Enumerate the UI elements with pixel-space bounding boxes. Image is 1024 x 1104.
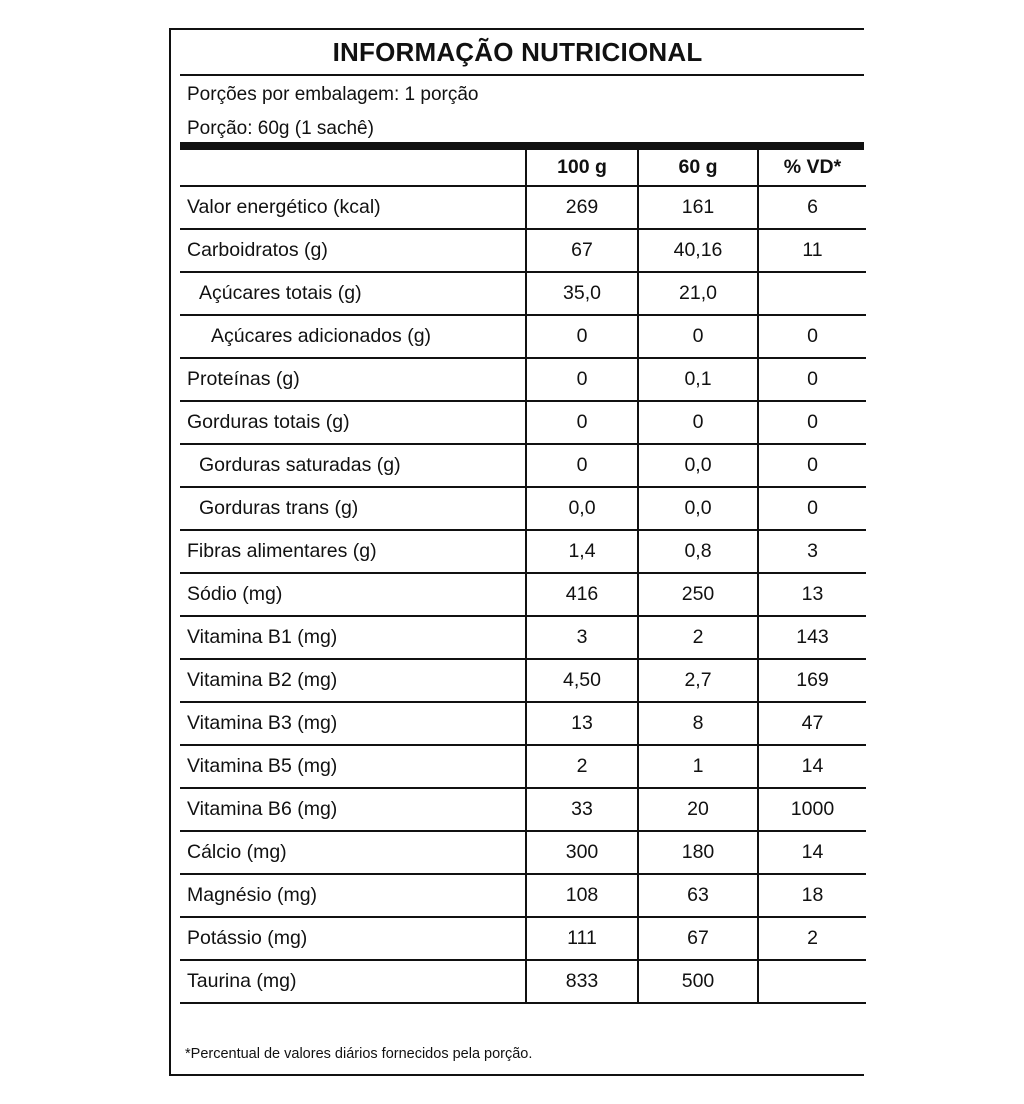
value-vd: 169 [758,659,866,702]
value-60g: 0,0 [638,444,758,487]
value-vd [758,272,866,315]
nutrient-label: Proteínas (g) [180,358,526,401]
value-60g: 161 [638,186,758,229]
table-row [180,831,866,874]
nutrient-label: Vitamina B6 (mg) [180,788,526,831]
table-row [180,917,866,960]
value-100g: 33 [526,788,638,831]
nutrient-label: Cálcio (mg) [180,831,526,874]
value-100g: 416 [526,573,638,616]
value-vd: 0 [758,315,866,358]
value-100g: 1,4 [526,530,638,573]
nutrient-label: Açúcares totais (g) [180,272,526,315]
nutrient-label: Carboidratos (g) [180,229,526,272]
thick-divider [180,142,864,150]
value-60g: 67 [638,917,758,960]
value-vd: 18 [758,874,866,917]
nutrient-label: Potássio (mg) [180,917,526,960]
nutrient-label: Sódio (mg) [180,573,526,616]
table-row [180,659,866,702]
value-60g: 0 [638,315,758,358]
value-60g: 0,1 [638,358,758,401]
value-60g: 40,16 [638,229,758,272]
table-row [180,530,866,573]
nutrient-label: Gorduras totais (g) [180,401,526,444]
value-vd: 143 [758,616,866,659]
nutrient-label: Vitamina B1 (mg) [180,616,526,659]
value-vd: 47 [758,702,866,745]
value-vd: 11 [758,229,866,272]
header-nutrient [180,150,526,186]
value-60g: 2,7 [638,659,758,702]
value-vd: 3 [758,530,866,573]
table-row [180,487,866,530]
value-100g: 269 [526,186,638,229]
serving-size: Porção: 60g (1 sachê) [187,118,374,139]
value-100g: 0 [526,358,638,401]
value-60g: 1 [638,745,758,788]
table-row [180,358,866,401]
value-100g: 0,0 [526,487,638,530]
header-100g: 100 g [526,150,638,186]
nutrient-label: Gorduras saturadas (g) [180,444,526,487]
value-60g: 250 [638,573,758,616]
table-row [180,573,866,616]
value-100g: 0 [526,444,638,487]
servings-per-package: Porções por embalagem: 1 porção [187,84,479,105]
nutrient-label: Gorduras trans (g) [180,487,526,530]
value-60g: 180 [638,831,758,874]
value-60g: 20 [638,788,758,831]
value-vd: 13 [758,573,866,616]
value-vd [758,960,866,1003]
value-100g: 833 [526,960,638,1003]
value-vd: 0 [758,487,866,530]
table-row [180,315,866,358]
nutrient-label: Vitamina B2 (mg) [180,659,526,702]
value-vd: 0 [758,401,866,444]
value-60g: 500 [638,960,758,1003]
header-vd: % VD* [758,150,866,186]
table-row [180,745,866,788]
table-row [180,229,866,272]
value-60g: 2 [638,616,758,659]
table-row [180,616,866,659]
nutrient-label: Vitamina B3 (mg) [180,702,526,745]
value-vd: 14 [758,745,866,788]
value-vd: 0 [758,444,866,487]
value-100g: 108 [526,874,638,917]
title-divider [180,74,864,76]
value-60g: 63 [638,874,758,917]
table-row [180,401,866,444]
nutrient-label: Valor energético (kcal) [180,186,526,229]
nutrient-label: Vitamina B5 (mg) [180,745,526,788]
value-60g: 21,0 [638,272,758,315]
table-header-row [180,150,866,186]
table-row [180,874,866,917]
value-vd: 2 [758,917,866,960]
value-100g: 35,0 [526,272,638,315]
value-60g: 0 [638,401,758,444]
value-100g: 0 [526,401,638,444]
table-row [180,444,866,487]
nutrient-label: Fibras alimentares (g) [180,530,526,573]
panel-title: INFORMAÇÃO NUTRICIONAL [332,37,703,67]
value-100g: 13 [526,702,638,745]
table-row [180,186,866,229]
table-row [180,272,866,315]
nutrient-label: Magnésio (mg) [180,874,526,917]
value-60g: 0,8 [638,530,758,573]
value-100g: 67 [526,229,638,272]
value-60g: 0,0 [638,487,758,530]
table-row [180,960,866,1003]
footnote: *Percentual de valores diários fornecidos pela porção. [185,1046,533,1062]
value-vd: 14 [758,831,866,874]
nutrition-table [180,150,866,1004]
table-row [180,788,866,831]
nutrient-label: Taurina (mg) [180,960,526,1003]
value-100g: 111 [526,917,638,960]
header-60g: 60 g [638,150,758,186]
value-100g: 2 [526,745,638,788]
value-100g: 300 [526,831,638,874]
value-100g: 0 [526,315,638,358]
value-100g: 3 [526,616,638,659]
value-vd: 0 [758,358,866,401]
nutrient-label: Açúcares adicionados (g) [180,315,526,358]
value-vd: 1000 [758,788,866,831]
value-100g: 4,50 [526,659,638,702]
nutrition-facts-panel [169,28,864,1076]
value-vd: 6 [758,186,866,229]
table-row [180,702,866,745]
value-60g: 8 [638,702,758,745]
